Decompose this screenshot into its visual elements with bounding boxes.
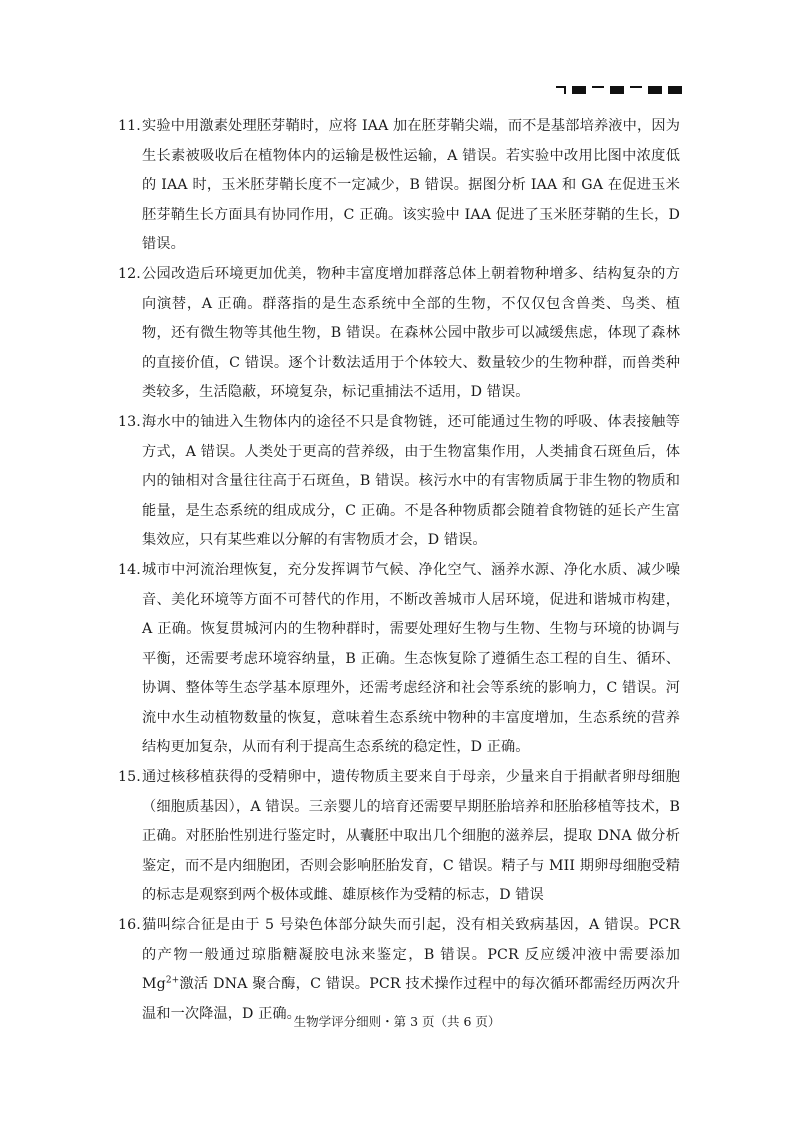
header-decoration	[556, 86, 682, 94]
block-mark-icon	[668, 86, 682, 94]
block-mark-icon	[648, 86, 662, 94]
item-number: 15.	[118, 769, 141, 786]
item-text: 城市中河流治理恢复，充分发挥调节气候、净化空气、涵养水源、净化水质、减少噪音、美化环境等方面不可替代的作用，不断改善城市人居环境，促进和谐城市构建，A 正确。恢复贯城河内的生物种群时，需要处理好生物与生物、生物与环境的协调与平衡，还需要考虑环境容纳量，B 正确。生态恢复除了遵循生态工程的自生、循环、协调、整体等生态学基本原理外，还需考虑经济和社会等系统的影响力，C 错误。河流中水生动植物数量的恢复，意味着生态系统中物种的丰富度增加，生态系统的营养结构更加复杂，从而有利于提高生态系统的稳定性，D 正确。	[142, 561, 680, 756]
dash-mark-icon	[630, 86, 642, 88]
answer-item-11	[118, 112, 680, 260]
item-text: 实验中用激素处理胚芽鞘时，应将 IAA 加在胚芽鞘尖端，而不是基部培养液中，因为生长素被吸收后在植物体内的运输是极性运输，A 错误。若实验中改用比图中浓度低的 IAA 时，玉米胚芽鞘长度不一定减少，B 错误。据图分析 IAA 和 GA 在促进玉米胚芽鞘生长方面具有协同作用，C 正确。该实验中 IAA 促进了玉米胚芽鞘的生长，D 错误。	[142, 118, 680, 253]
answer-explanations	[118, 112, 680, 1029]
block-mark-icon	[572, 86, 586, 94]
dash-mark-icon	[592, 86, 604, 88]
corner-mark-icon	[556, 86, 566, 94]
answer-item-13	[118, 408, 680, 556]
item-number: 11.	[118, 118, 141, 134]
item-text: 公园改造后环境更加优美，物种丰富度增加群落总体上朝着物种增多、结构复杂的方向演替，A 正确。群落指的是生态系统中全部的生物，不仅仅包含兽类、鸟类、植物，还有微生物等其他生物，B 错误。在森林公园中散步可以减缓焦虑，体现了森林的直接价值，C 错误。逐个计数法适用于个体较大、数量较少的生物种群，而兽类种类较多，生活隐蔽，环境复杂，标记重捕法不适用，D 错误。	[142, 265, 680, 401]
item-number: 12.	[118, 265, 141, 282]
item-number: 13.	[118, 413, 141, 430]
answer-item-15	[118, 763, 680, 911]
block-mark-icon	[610, 86, 624, 94]
item-text-part: 猫叫综合征是由于 5 号染色体部分缺失而引起，没有相关致病基因，A 错误。PCR 的产物一般通过琼脂糖凝胶电泳来鉴定，B 错误。PCR 反应缓冲液中需要添加 Mg	[142, 917, 680, 993]
answer-item-12	[118, 260, 680, 408]
page-footer: 生物学评分细则・第 3 页（共 6 页）	[293, 1014, 501, 1029]
item-number: 16.	[118, 917, 141, 934]
item-number: 14.	[118, 561, 141, 578]
item-text-part: 激活 DNA 聚合酶，C 错误。PCR 技术操作过程中的每次循环都需经历两次升温和一次降温，D 正确。	[142, 976, 680, 1022]
item-text: 通过核移植获得的受精卵中，遗传物质主要来自于母亲，少量来自于捐献者卵母细胞（细胞质基因），A 错误。三亲婴儿的培育还需要早期胚胎培养和胚胎移植等技术，B 正确。对胚胎性别进行鉴定时，从囊胚中取出几个细胞的滋养层，提取 DNA 做分析鉴定，而不是内细胞团，否则会影响胚胎发育，C 错误。精子与 MII 期卵母细胞受精的标志是观察到两个极体或雌、雄原核作为受精的标志，D 错误	[142, 769, 680, 904]
superscript-charge: 2+	[165, 975, 180, 986]
answer-item-14	[118, 556, 680, 763]
item-text: 海水中的铀进入生物体内的途径不只是食物链，还可能通过生物的呼吸、体表接触等方式，A 错误。人类处于更高的营养级，由于生物富集作用，人类捕食石斑鱼后，体内的铀相对含量往往高于石斑鱼，B 错误。核污水中的有害物质属于非生物的物质和能量，是生态系统的组成成分，C 正确。不是各种物质都会随着食物链的延长产生富集效应，只有某些难以分解的有害物质才会，D 错误。	[142, 413, 680, 549]
